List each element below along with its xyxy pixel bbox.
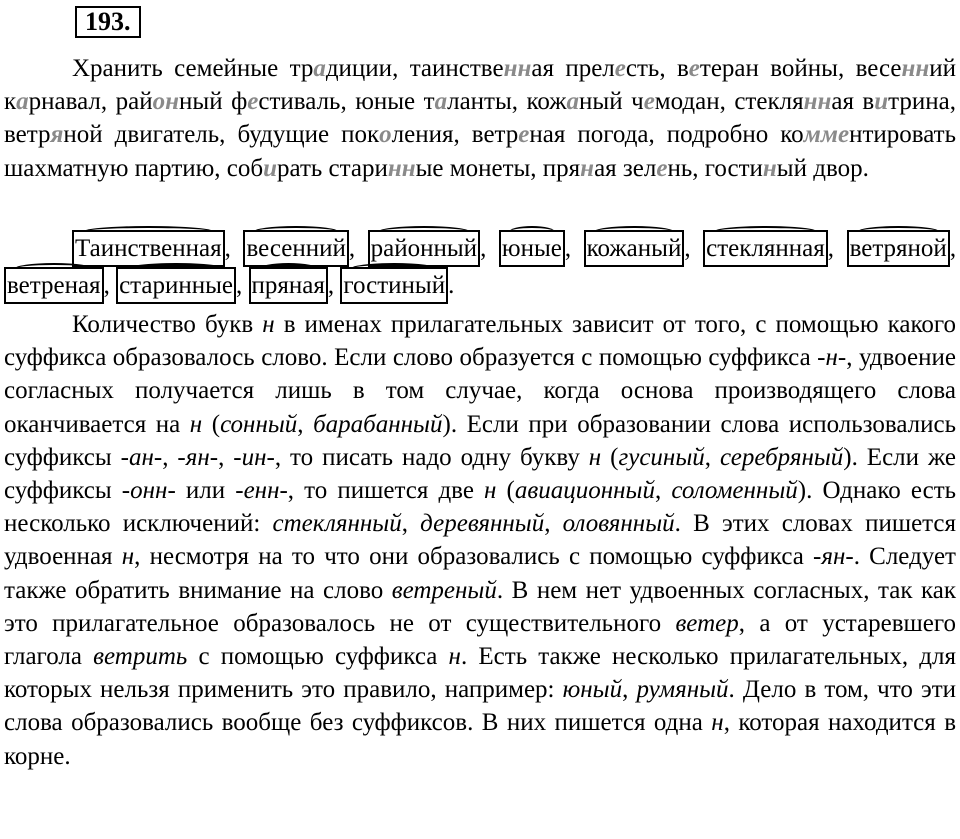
italic-term: серебряный [719, 443, 844, 471]
text-run: ). Однако есть несколько исключений: [4, 477, 957, 538]
text-run: . Дело в том, что эти слова образовались вообще без суффиксов. В них пишется одна [4, 676, 957, 737]
text-run: , которая находится в корне. [4, 709, 956, 770]
italic-term: н [189, 410, 203, 438]
separator: , [684, 235, 704, 262]
highlighted-letters: а [566, 88, 580, 116]
analysis-body [4, 235, 956, 299]
text-run: -, - [153, 443, 186, 471]
highlighted-letters: н [580, 154, 595, 182]
highlighted-letters: нн [387, 154, 416, 182]
explanation-body [4, 311, 956, 770]
explanation-text [4, 308, 956, 773]
analyzed-word: пряная [249, 267, 328, 304]
text-run: Хранить семейные тр [72, 55, 314, 82]
separator: , [236, 272, 249, 299]
text-run: ий к [4, 55, 957, 116]
text-run: . В этих словах пишется удвоенная [4, 510, 957, 571]
italic-term: н [825, 344, 838, 372]
text-run: стиваль, юные т [258, 88, 435, 116]
text-run: диции, таинстве [325, 55, 504, 82]
separator: , [103, 272, 117, 299]
italic-term: н [484, 477, 497, 505]
text-run: ( [202, 410, 221, 438]
task-body [4, 55, 956, 182]
analyzed-word: кожаный [584, 230, 685, 267]
text-run: ая прел [531, 55, 615, 82]
italic-term: румяный [636, 676, 729, 704]
highlighted-letters: е [643, 88, 655, 116]
text-run: модан, стекля [654, 88, 804, 116]
highlighted-letters: а [434, 88, 448, 116]
text-run: , [297, 410, 314, 438]
highlighted-letters: нн [901, 55, 930, 82]
text-run: , [544, 510, 563, 538]
highlighted-letters: е [518, 121, 530, 149]
highlighted-letters: мм [803, 121, 838, 149]
analyzed-word: ветреная [4, 267, 104, 304]
text-run: , [654, 477, 672, 505]
text-run: рать стари [277, 154, 388, 182]
text-run: , несмотря на то что они образовались с помощью суффикса - [134, 543, 822, 571]
analyzed-word: юные [499, 230, 565, 267]
analyzed-word: старинные [116, 267, 236, 304]
text-run: ( [601, 443, 619, 471]
italic-term: н [448, 643, 461, 671]
italic-term: сонный [220, 410, 298, 438]
separator: , [327, 272, 341, 299]
italic-term: енн [243, 477, 280, 505]
text-run: теран войны, весе [699, 55, 902, 82]
highlighted-letters: а [16, 88, 29, 116]
exercise-number: 193. [75, 6, 141, 38]
italic-term: стеклянный [272, 510, 402, 538]
italic-term: ин [241, 443, 267, 471]
highlighted-letters: е [837, 121, 850, 149]
italic-term: н [711, 709, 724, 737]
text-run: ая в [831, 88, 875, 116]
text-run: трина, ветр [4, 88, 956, 149]
separator: , [224, 235, 244, 262]
text-run: ая зел [594, 154, 657, 182]
text-run: -, то пишется две [279, 477, 485, 505]
italic-term: барабанный [313, 410, 443, 438]
highlighted-letters: о [379, 121, 392, 149]
text-run: -, то писать надо одну букву [266, 443, 589, 471]
highlighted-letters: е [656, 154, 668, 182]
text-run: , а от устаревшего глагола [4, 609, 957, 671]
italic-term: юный [562, 676, 623, 704]
analysis-text [4, 230, 956, 304]
text-run: ланты, кож [447, 88, 567, 116]
text-run: , [622, 676, 637, 704]
italic-term: н [121, 543, 135, 571]
text-run: сть, в [625, 55, 689, 82]
italic-term: ян [185, 443, 210, 471]
italic-term: оловянный [562, 510, 675, 538]
italic-term: ветреный [391, 576, 497, 604]
text-run: Количество букв [72, 311, 263, 338]
text-run: , [401, 510, 421, 538]
text-run: нтировать шахматную партию, соб [4, 121, 956, 182]
separator: . [448, 272, 455, 299]
separator: , [348, 235, 368, 262]
text-run: ной двигатель, будущие пок [63, 121, 380, 149]
highlighted-letters: он [152, 88, 180, 116]
analyzed-word: гостиный [340, 267, 448, 304]
italic-term: н [262, 311, 275, 338]
italic-term: ян [821, 543, 846, 571]
analyzed-word: ветряной [847, 230, 950, 267]
separator: , [480, 235, 499, 262]
text-run: ). Если же суффиксы - [4, 443, 957, 505]
analyzed-word: районный [368, 230, 480, 267]
highlighted-letters: и [263, 154, 278, 182]
highlighted-letters: я [50, 121, 64, 149]
italic-term: соломенный [671, 477, 798, 505]
text-run: ная погода, подробно ко [529, 121, 804, 149]
highlighted-letters: е [688, 55, 700, 82]
text-run: ный ч [579, 88, 644, 116]
separator: , [949, 235, 957, 262]
italic-term: авиационный [514, 477, 655, 505]
highlighted-letters: а [313, 55, 326, 82]
italic-term: ветрить [93, 643, 188, 671]
italic-term: гусиный [618, 443, 705, 471]
text-run: ые монеты, пря [415, 154, 581, 182]
highlighted-letters: и [874, 88, 889, 116]
text-run: ный ф [179, 88, 248, 116]
text-run: . В нем нет удвоенных согласных, так как это прилагательное образовалось не от существительного [4, 576, 956, 637]
separator: , [827, 235, 847, 262]
analyzed-word: Таинственная [72, 230, 225, 267]
text-run: -. Следует также обратить внимание на слово [4, 543, 956, 604]
text-run: ( [496, 477, 515, 505]
italic-term: ветер [675, 609, 739, 637]
highlighted-letters: нн [503, 55, 532, 82]
highlighted-letters: н [762, 154, 777, 182]
text-run: . Есть также несколько прилагательных, для которых нельзя применить это правило, например: [4, 643, 956, 704]
text-run: ). Если при образовании слова использовались суффиксы - [4, 410, 957, 471]
italic-term: деревянный [420, 510, 545, 538]
highlighted-letters: нн [803, 88, 832, 116]
text-run: с помощью суффикса [187, 643, 449, 671]
italic-term: н [588, 443, 602, 471]
text-run: в именах прилагательных зависит от того, с помощью какого суффикса образовалось слово. Если слово образуется с помощью суффикса - [4, 311, 956, 372]
text-run: нь, гости [667, 154, 763, 182]
task-text [4, 52, 956, 185]
analyzed-word: весенний [243, 230, 348, 267]
text-run: ления, ветр [391, 121, 519, 149]
highlighted-letters: е [614, 55, 626, 82]
text-run: -, - [209, 443, 242, 471]
text-run: -, удвоение согласных получается лишь в том случае, когда основа производящего слова оканчивается на [4, 344, 956, 438]
text-run: - или - [167, 477, 244, 505]
text-run: , [704, 443, 720, 471]
text-run: ый двор. [776, 154, 869, 182]
italic-term: ан [128, 443, 154, 471]
text-run: рнавал, рай [28, 88, 153, 116]
italic-term: онн [130, 477, 168, 505]
separator: , [564, 235, 584, 262]
analyzed-word: стеклянная [703, 230, 828, 267]
highlighted-letters: е [247, 88, 259, 116]
